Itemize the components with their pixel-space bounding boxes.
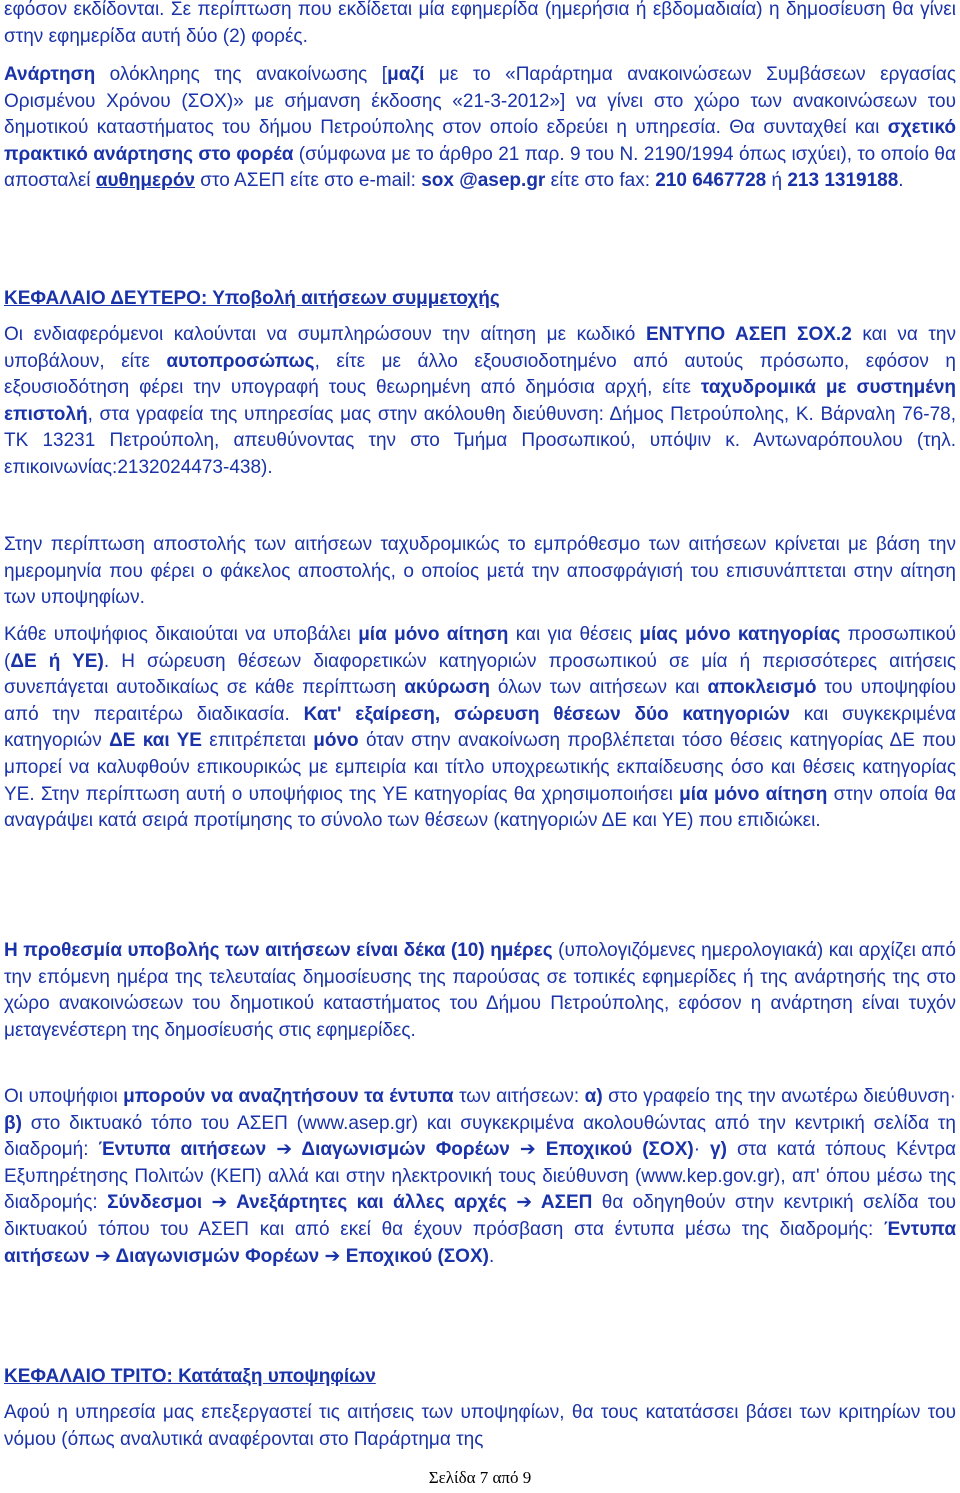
paragraph-single-application: Κάθε υποψήφιος δικαιούται να υποβάλει μία μόνο αίτηση και για θέσεις μίας μόνο κατηγορίας προσωπικού (ΔΕ ή ΥΕ). Η σώρευση θέσεων διαφορετικών κατηγοριών προσωπικού σε μία ή περισσότερες αιτήσεις συνεπάγεται αυτοδικαίως σε κάθε περίπτωση ακύρωση όλων των αιτήσεων και αποκλεισμό του υποψηφίου από την περαιτέρω διαδικασία. Κατ' εξαίρεση, σώρευση θέσεων δύο κατηγοριών και συγκεκριμένα κατηγοριών ΔΕ και ΥΕ επιτρέπεται μόνο όταν στην ανακοίνωση προβλέπεται τόσο θέσεις κατηγορίας ΔΕ που μπορεί να καλυφθούν επικουρικώς με εμπειρία και τίτλο υποχρεωτικής εκπαίδευσης όσο και θέσεις κατηγορίας ΥΕ. Στην περίπτωση αυτή ο υποψήφιος της ΥΕ κατηγορίας θα χρησιμοποιήσει μία μόνο αίτηση στην οποία θα αναγράψει κατά σειρά προτίμησης το σύνολο των θέσεων (κατηγοριών ΔΕ και ΥΕ) που επιδιώκει. — [4, 624, 957, 832]
section-heading-2: ΚΕΦΑΛΑΙΟ ΔΕΥΤΕΡΟ: Υποβολή αιτήσεων συμμετοχής — [4, 288, 500, 309]
paragraph-application-submission: Οι ενδιαφερόμενοι καλούνται να συμπληρώσουν την αίτηση με κωδικό ΕΝΤΥΠΟ ΑΣΕΠ ΣΟΧ.2 και να την υποβάλουν, είτε αυτοπροσώπως, είτε με άλλο εξουσιοδοτημένο από αυτούς πρόσωπο, εφόσον η εξουσιοδότηση φέρει την υπογραφή τους θεωρημένη από δημόσια αρχή, είτε ταχυδρομικά με συστημένη επιστολή, στα γραφεία της υπηρεσίας μας στην ακόλουθη διεύθυνση: Δήμος Πετρούπολης, Κ. Βάρναλη 76-78, ΤΚ 13231 Πετρούπολη, απευθύνοντας την στο Τμήμα Προσωπικού, υπόψιν κ. Αντωναρόπουλου (τηλ. επικοινωνίας:2132024473-438). — [4, 324, 956, 478]
arrow-icon: ➔ — [89, 1245, 116, 1267]
section-heading-3: ΚΕΦΑΛΑΙΟ ΤΡΙΤΟ: Κατάταξη υποψηφίων — [4, 1366, 376, 1387]
arrow-icon: ➔ — [319, 1245, 346, 1267]
arrow-icon: ➔ — [509, 1139, 546, 1161]
email-address: sox @asep.gr — [421, 170, 546, 192]
paragraph-forms: Οι υποψήφιοι μπορούν να αναζητήσουν τα έντυπα των αιτήσεων: α) στο γραφείο της την ανωτέρω διεύθυνση· β) στο δικτυακό τόπο του ΑΣΕΠ (www.asep.gr) και συγκεκριμένα ακολουθώντας από την κεντρική σελίδα τη διαδρομή: Έντυπα αιτήσεων ➔ Διαγωνισμών Φορέων ➔ Εποχικού (ΣΟΧ)· γ) στα κατά τόπους Κέντρα Εξυπηρέτησης Πολιτών (ΚΕΠ) αλλά και στην ηλεκτρονική τους διεύθυνση (www.kep.gov.gr), απ' όπου μέσω της διαδρομής: Σύνδεσμοι ➔ Ανεξάρτητες και άλλες αρχές ➔ ΑΣΕΠ θα οδηγηθούν στην κεντρική σελίδα του δικτυακού τόπου του ΑΣΕΠ και από εκεί θα έχουν πρόσβαση στα έντυπα μέσω της διαδρομής: Έντυπα αιτήσεων ➔ Διαγωνισμών Φορέων ➔ Εποχικού (ΣΟΧ). — [4, 1086, 957, 1267]
paragraph-posting: Ανάρτηση ολόκληρης της ανακοίνωσης [μαζί με το «Παράρτημα ανακοινώσεων Συμβάσεων εργασίας Ορισμένου Χρόνου (ΣΟΧ)» με σήμανση έκδοσης «21-3-2012»] να γίνει στο χώρο των ανακοινώσεων του δημοτικού καταστήματος του δήμου Πετρούπολης στον οποίο εδρεύει η υπηρεσία. Θα συνταχθεί και σχετικό πρακτικό ανάρτησης στο φορέα (σύμφωνα με το άρθρο 21 παρ. 9 του Ν. 2190/1994 όπως ισχύει), το οποίο θα αποσταλεί αυθημερόν στο ΑΣΕΠ είτε στο e-mail: sox @asep.gr είτε στο fax: 210 6467728 ή 213 1319188. — [4, 64, 956, 192]
paragraph-postal-deadline: Στην περίπτωση αποστολής των αιτήσεων ταχυδρομικώς το εμπρόθεσμο των αιτήσεων κρίνεται με βάση την ημερομηνία που φέρει ο φάκελος αποστολής, ο οποίος μετά την αποσφράγισή του επισυνάπτεται στην αίτηση των υποψηφίων. — [4, 534, 956, 609]
arrow-icon: ➔ — [202, 1192, 237, 1214]
arrow-icon: ➔ — [506, 1192, 541, 1214]
paragraph-deadline: Η προθεσμία υποβολής των αιτήσεων είναι δέκα (10) ημέρες (υπολογιζόμενες ημερολογιακά) και αρχίζει από την επόμενη ημέρα της τελευταίας δημοσίευσης της παρούσας σε τοπικές εφημερίδες ή της ανάρτησής της στο χώρο ανακοινώσεων του δημοτικού καταστήματος του Δήμου Πετρούπολης, εφόσον η ανάρτηση είναι τυχόν μεταγενέστερη της δημοσίευσής στις εφημερίδες. — [4, 940, 956, 1041]
paragraph-publication-note: εφόσον εκδίδονται. Σε περίπτωση που εκδίδεται μία εφημερίδα (ημερήσια ή εβδομαδιαία) η δημοσίευση θα γίνει στην εφημερίδα αυτή δύο (2) φορές. — [4, 0, 956, 47]
page-number: Σελίδα 7 από 9 — [428, 1468, 532, 1487]
arrow-icon: ➔ — [266, 1139, 302, 1161]
paragraph-ranking: Αφού η υπηρεσία μας επεξεργαστεί τις αιτήσεις των υποψηφίων, θα τους κατατάσσει βάσει των κριτηρίων του νόμου (όπως αναλυτικά αναφέρονται στο Παράρτημα της — [4, 1402, 956, 1450]
